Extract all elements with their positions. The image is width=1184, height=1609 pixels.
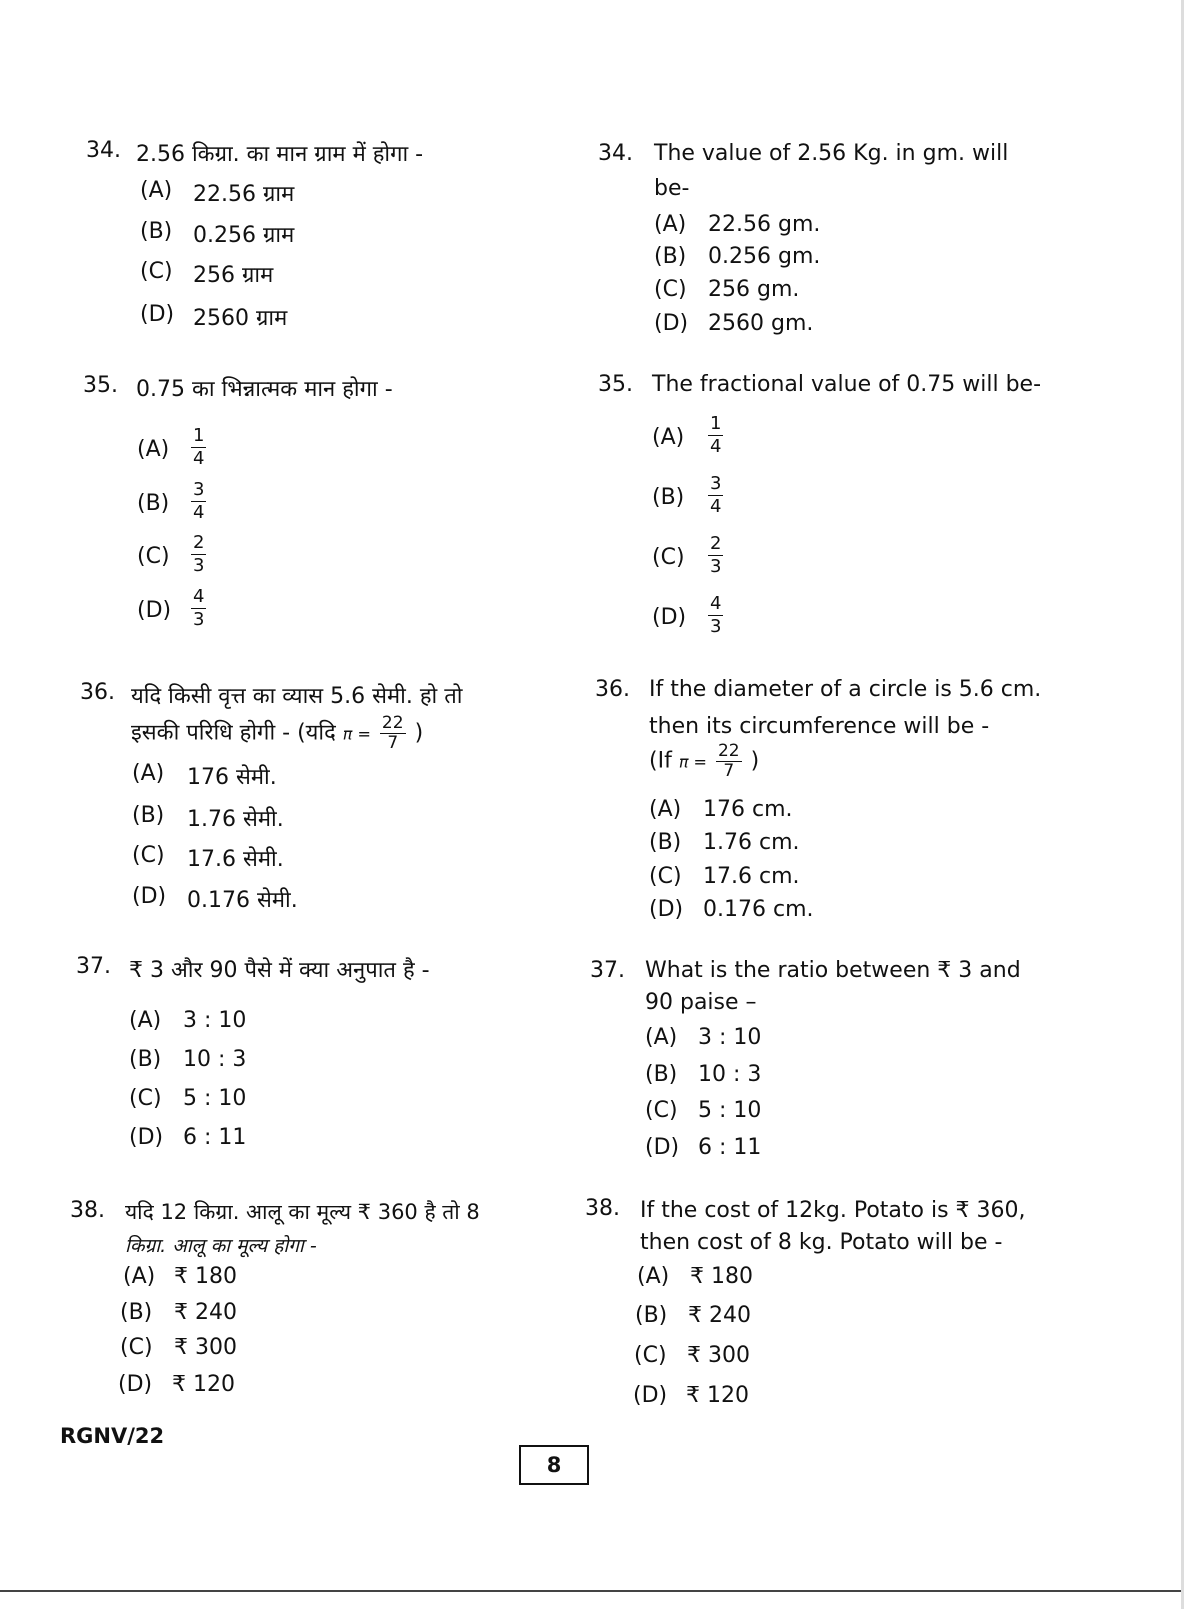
option-text: ₹ 120 [172,1372,235,1397]
option-label: (A) [654,212,687,237]
option-text: 22.56 gm. [708,212,821,237]
question-text [649,743,759,780]
option-label: (A) [137,437,170,462]
question-text: If the cost of 12kg. Potato is ₹ 360, [640,1198,1026,1223]
option-text: ₹ 180 [690,1264,753,1289]
option-fraction: $\frac{3}{4}$ [710,473,722,517]
question-text: What is the ratio between ₹ 3 and [645,958,1021,983]
option-text: 3 : 10 [698,1025,762,1050]
option-label: (B) [137,491,170,516]
option-fraction: $\frac{3}{4}$ [193,479,205,523]
question-text: यदि 12 किग्रा. आलू का मूल्य ₹ 360 है तो 8 [125,1200,480,1224]
option-label: (A) [140,178,173,203]
option-label: (A) [129,1008,162,1033]
question-number: 35. [598,372,633,397]
option-fraction: $\frac{4}{3}$ [193,586,205,630]
option-text: 2560 ग्राम [193,306,288,331]
option-label: (D) [140,302,175,327]
close-paren: ) [414,720,424,746]
option-text: 22.56 ग्राम [193,182,295,207]
question-number: 34. [598,141,633,166]
paper-code: RGNV/22 [60,1424,165,1448]
option-label: (D) [654,311,689,336]
page-number: 8 [519,1445,589,1485]
option-text: 6 : 11 [698,1135,762,1160]
option-label: (A) [132,761,165,786]
option-label: (A) [123,1264,156,1289]
option-text: 176 cm. [703,797,793,822]
option-text: 0.176 सेमी. [187,888,298,913]
option-label: (D) [649,897,684,922]
option-text: ₹ 120 [686,1383,749,1408]
option-text: 10 : 3 [698,1062,762,1087]
option-label: (A) [652,425,685,450]
question-text: The fractional value of 0.75 will be- [652,372,1042,397]
close-paren: ) [750,748,760,774]
option-fraction: $\frac{1}{4}$ [193,425,205,469]
question-text-part: इसकी परिधि होगी - (यदि [131,720,336,746]
option-label: (C) [120,1335,153,1360]
question-number: 34. [86,138,121,163]
option-label: (A) [637,1264,670,1289]
option-label: (C) [649,864,682,889]
question-text: If the diameter of a circle is 5.6 cm. [649,677,1042,702]
pi-equals: π = [678,752,707,772]
option-label: (C) [652,545,685,570]
option-label: (D) [129,1125,164,1150]
question-text: ₹ 3 और 90 पैसे में क्या अनुपात है - [129,958,430,983]
question-number: 37. [76,954,111,979]
question-text: then cost of 8 kg. Potato will be - [640,1230,1003,1255]
question-text: be- [654,176,690,201]
option-label: (B) [645,1062,678,1087]
question-text: यदि किसी वृत्त का व्यास 5.6 सेमी. हो तो [131,684,463,709]
option-text: 1.76 सेमी. [187,807,284,832]
question-text: then its circumference will be - [649,714,990,739]
option-label: (C) [634,1343,667,1368]
option-text: 256 ग्राम [193,263,274,288]
option-text: 17.6 cm. [703,864,800,889]
option-label: (C) [645,1098,678,1123]
option-label: (D) [633,1383,668,1408]
option-text: ₹ 300 [174,1335,237,1360]
question-number: 38. [585,1196,620,1221]
option-label: (D) [652,605,687,630]
pi-fraction: $\frac{22}{7}$ [381,713,404,753]
option-text: 10 : 3 [183,1047,247,1072]
option-label: (B) [132,803,165,828]
option-label: (B) [140,219,173,244]
option-text: 2560 gm. [708,311,814,336]
option-text: 0.256 ग्राम [193,223,295,248]
option-text: ₹ 300 [687,1343,750,1368]
question-number: 36. [595,677,630,702]
option-text: 1.76 cm. [703,830,800,855]
option-fraction: $\frac{2}{3}$ [193,532,205,576]
option-text: 5 : 10 [698,1098,762,1123]
option-text: ₹ 240 [174,1300,237,1325]
option-text: 5 : 10 [183,1086,247,1111]
option-label: (D) [118,1372,153,1397]
bottom-rule [0,1590,1184,1592]
question-text: The value of 2.56 Kg. in gm. will [654,141,1009,166]
option-fraction: $\frac{4}{3}$ [710,593,722,637]
question-text [131,715,423,752]
option-label: (C) [140,259,173,284]
option-label: (C) [129,1086,162,1111]
option-text: ₹ 240 [688,1303,751,1328]
option-label: (D) [132,884,167,909]
option-label: (A) [645,1025,678,1050]
option-label: (B) [129,1047,162,1072]
question-text-part: (If [649,748,672,774]
option-label: (D) [645,1135,680,1160]
option-fraction: $\frac{1}{4}$ [710,413,722,457]
pi-fraction: $\frac{22}{7}$ [717,741,740,781]
question-text: 2.56 किग्रा. का मान ग्राम में होगा - [136,142,424,167]
option-label: (A) [649,797,682,822]
question-number: 38. [70,1198,105,1223]
option-text: 17.6 सेमी. [187,847,284,872]
question-number: 36. [80,680,115,705]
option-label: (B) [649,830,682,855]
question-number: 37. [590,958,625,983]
option-label: (C) [132,843,165,868]
option-text: 3 : 10 [183,1008,247,1033]
option-label: (B) [652,485,685,510]
pi-equals: π = [342,724,371,744]
option-text: 256 gm. [708,277,800,302]
option-text: ₹ 180 [174,1264,237,1289]
option-text: 0.176 cm. [703,897,814,922]
option-label: (B) [120,1300,153,1325]
question-text: किग्रा. आलू का मूल्य होगा - [125,1235,317,1257]
option-label: (D) [137,598,172,623]
option-label: (B) [635,1303,668,1328]
option-fraction: $\frac{2}{3}$ [710,533,722,577]
option-text: 176 सेमी. [187,765,277,790]
option-label: (C) [654,277,687,302]
question-number: 35. [83,373,118,398]
question-text: 90 paise – [645,990,757,1015]
option-label: (C) [137,544,170,569]
option-label: (B) [654,244,687,269]
option-text: 0.256 gm. [708,244,821,269]
option-text: 6 : 11 [183,1125,247,1150]
question-text: 0.75 का भिन्नात्मक मान होगा - [136,377,393,402]
